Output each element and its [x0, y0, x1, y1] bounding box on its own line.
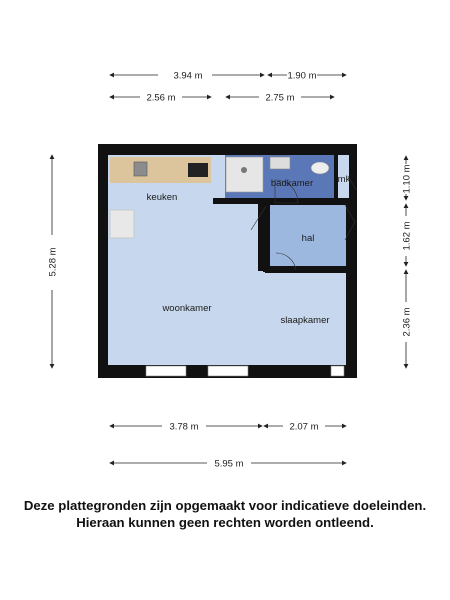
building: [98, 144, 357, 378]
dim-height-slaapkamer: 2.36 m: [401, 307, 413, 337]
window: [208, 366, 248, 376]
room-label-slaapkamer: slaapkamer: [280, 315, 330, 326]
dim-height-hal: 1.62 m: [401, 221, 413, 251]
dim-width-bottom-left: 3.78 m: [169, 421, 199, 433]
shower-icon: [226, 157, 263, 192]
dim-height-mk: 1.10 m: [401, 164, 413, 194]
stove-icon: [188, 163, 208, 177]
dim-width-bottom-right: 2.07 m: [289, 421, 319, 433]
sink-icon: [134, 162, 147, 176]
room-label-mk: mk: [337, 174, 351, 185]
room-label-badkamer: badkamer: [270, 178, 314, 189]
left-dimension: [48, 155, 59, 368]
toilet-icon: [311, 162, 329, 174]
window: [146, 366, 186, 376]
dim-width-kitchen: 2.56 m: [146, 92, 176, 104]
counter-extension: [110, 210, 134, 238]
disclaimer: [0, 497, 450, 531]
dim-width-total: 5.95 m: [214, 458, 244, 470]
dim-width-side: 1.90 m: [287, 70, 317, 82]
room-label-hal: hal: [301, 233, 315, 244]
top-dimensions: [110, 71, 346, 104]
window: [331, 366, 344, 376]
dim-width-main: 3.94 m: [173, 70, 203, 82]
right-dimensions: [402, 156, 413, 368]
dim-width-bathroom: 2.75 m: [265, 92, 295, 104]
disclaimer-line-2: Hieraan kunnen geen rechten worden ontleend.: [76, 515, 374, 530]
room-label-keuken: keuken: [146, 192, 178, 203]
bathroom-sink-icon: [270, 157, 290, 169]
room-label-woonkamer: woonkamer: [162, 303, 212, 314]
dim-height-total: 5.28 m: [47, 247, 59, 277]
bottom-dimensions: [110, 422, 346, 470]
disclaimer-line-1: Deze plattegronden zijn opgemaakt voor indicatieve doeleinden.: [23, 498, 427, 513]
